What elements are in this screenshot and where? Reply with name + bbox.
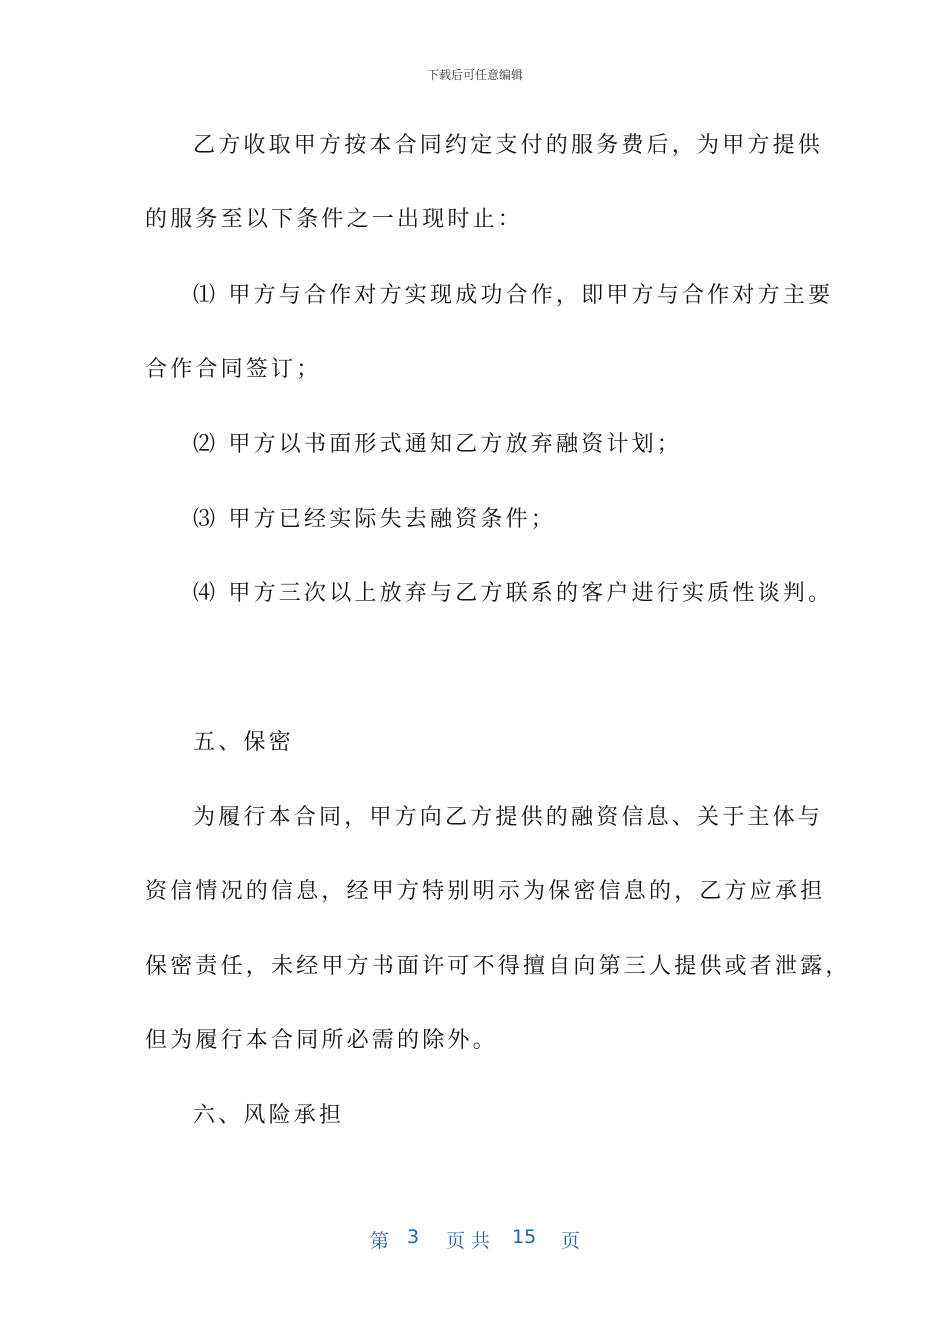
section-heading-risk: 六、风险承担 xyxy=(193,1103,345,1128)
footer-page-current: 3 xyxy=(407,1226,420,1248)
paragraph-line-7: ⑷ 甲方三次以上放弃与乙方联系的客户进行实质性谈判。 xyxy=(193,581,834,606)
footer-page-prefix: 第 xyxy=(370,1230,390,1252)
footer-page-middle: 页 共 xyxy=(446,1230,491,1252)
section-heading-confidentiality: 五、保密 xyxy=(193,730,294,755)
paragraph-line-4: 合作合同签订； xyxy=(145,357,322,382)
paragraph-line-1: 乙方收取甲方按本合同约定支付的服务费后，为甲方提供 xyxy=(193,133,824,158)
paragraph-line-3: ⑴ 甲方与合作对方实现成功合作，即甲方与合作对方主要 xyxy=(193,283,834,308)
paragraph-line-2: 的服务至以下条件之一出现时止： xyxy=(145,207,524,232)
paragraph-line-10: 保密责任，未经甲方书面许可不得擅自向第三人提供或者泄露， xyxy=(145,954,851,979)
paragraph-line-5: ⑵ 甲方以书面形式通知乙方放弃融资计划； xyxy=(193,432,682,457)
paragraph-line-11: 但为履行本合同所必需的除外。 xyxy=(145,1028,498,1053)
footer-page-suffix: 页 xyxy=(561,1230,581,1252)
paragraph-line-9: 资信情况的信息，经甲方特别明示为保密信息的，乙方应承担 xyxy=(145,879,826,904)
footer-page-total: 15 xyxy=(512,1226,537,1248)
paragraph-line-8: 为履行本合同，甲方向乙方提供的融资信息、关于主体与 xyxy=(193,805,824,830)
paragraph-line-6: ⑶ 甲方已经实际失去融资条件； xyxy=(193,507,556,532)
header-note: 下载后可任意编辑 xyxy=(426,68,523,82)
